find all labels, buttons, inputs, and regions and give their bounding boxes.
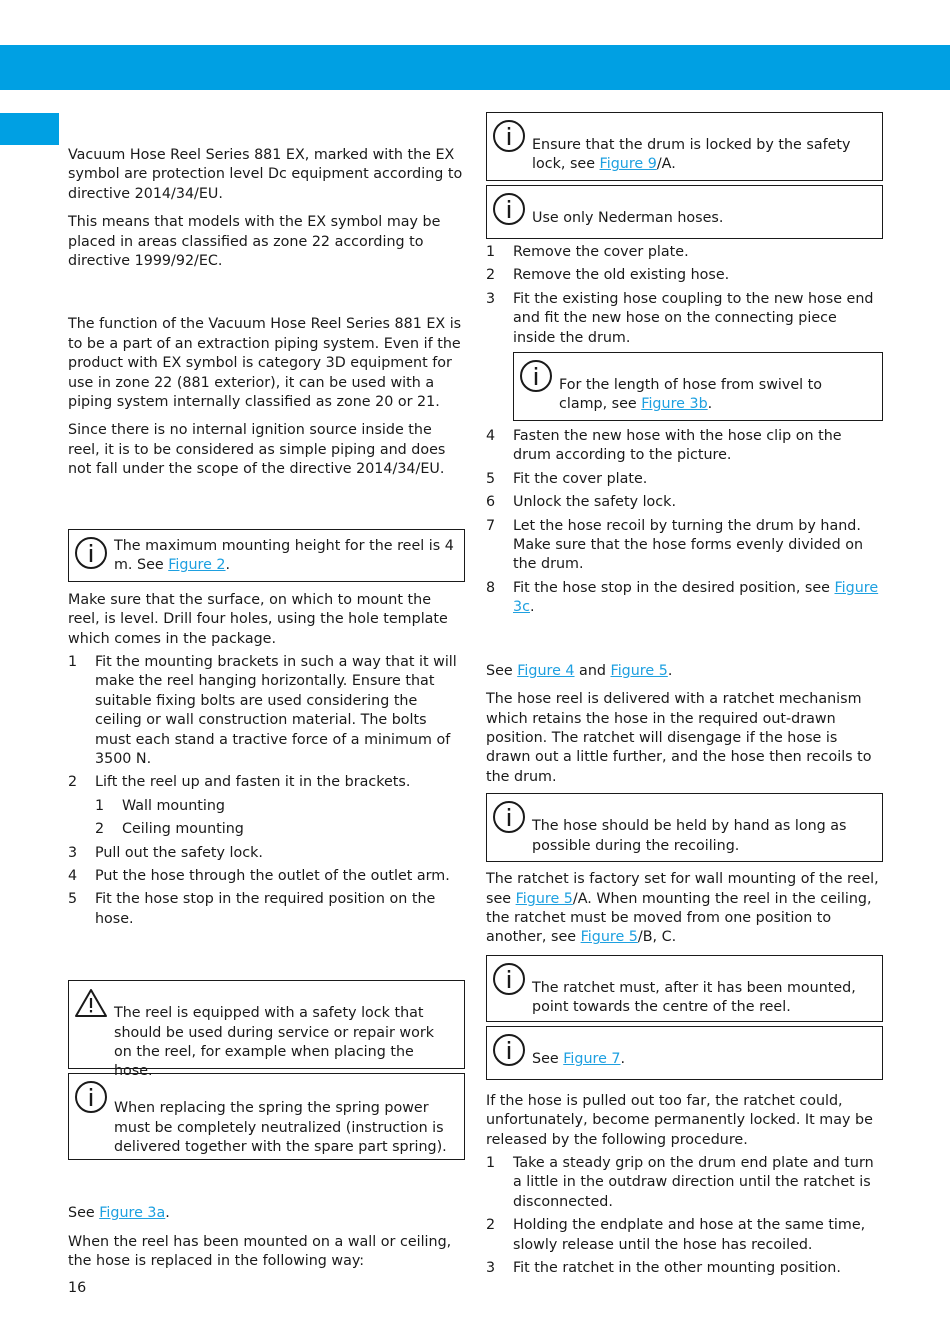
- note-text: The ratchet must, after it has been mounted, point towards the centre of the reel.: [532, 979, 856, 1016]
- step-text: Lift the reel up and fasten it in the brackets.: [95, 774, 411, 791]
- step-number: 2: [486, 1217, 496, 1234]
- step-text: Let the hose recoil by turning the drum by hand. Make sure that the hose forms evenly divided on the drum.: [513, 517, 864, 573]
- list-item: [486, 579, 883, 618]
- figure-3b-link[interactable]: Figure 3b: [641, 396, 708, 413]
- ratchet-release-steps: [486, 1154, 883, 1278]
- step-text: Holding the endplate and hose at the same time, slowly release until the hose has recoiled.: [513, 1217, 866, 1253]
- para-text: /A. When mounting the reel in the ceiling, the ratchet must be moved from one position to another, see: [486, 890, 872, 946]
- step-text: Fit the existing hose coupling to the new hose end and fit the new hose on the connecting piece inside the drum.: [513, 290, 874, 346]
- note-text: See: [532, 1050, 564, 1067]
- info-note: [486, 1026, 883, 1080]
- step-number: 3: [68, 844, 78, 861]
- figure-4-link[interactable]: Figure 4: [517, 662, 575, 679]
- step-text: Fasten the new hose with the hose clip on the drum according to the picture.: [513, 428, 842, 464]
- note-text: When replacing the spring the spring power must be completely neutralized (instruction is delivered together with the spare part spring).: [114, 1100, 447, 1155]
- info-icon: [74, 1080, 108, 1114]
- list-item: [486, 470, 883, 489]
- info-icon: [492, 119, 526, 153]
- list-item: [486, 493, 883, 512]
- warning-icon: [74, 987, 108, 1021]
- step-number: 1: [486, 1154, 496, 1171]
- step-text: Pull out the safety lock.: [95, 844, 263, 861]
- substep-text: Ceiling mounting: [122, 821, 244, 838]
- figure-5-link[interactable]: Figure 5: [515, 890, 573, 907]
- paragraph: Make sure that the surface, on which to mount the reel, is level. Drill four holes, using the hole template which comes in the package.: [68, 591, 448, 647]
- see-text-end: .: [165, 1205, 170, 1222]
- figure-9-link[interactable]: Figure 9: [599, 156, 657, 173]
- figure-5-link[interactable]: Figure 5: [580, 929, 638, 946]
- para-text: The ratchet is factory set for wall mounting of the reel, see: [486, 871, 879, 907]
- step-text: Fit the cover plate.: [513, 470, 648, 487]
- see-text: See: [486, 662, 518, 679]
- step-number: 4: [68, 867, 78, 884]
- note-text-end: .: [225, 557, 231, 574]
- step-number: 2: [68, 774, 78, 791]
- paragraph: The hose reel is delivered with a ratchet mechanism which retains the hose in the required out-drawn position. The ratchet will disengage if the hose is drawn out a little further, and the hose then recoils to the drum.: [486, 691, 872, 785]
- figure-2-link[interactable]: Figure 2: [168, 557, 226, 574]
- see-text-end: .: [667, 662, 673, 679]
- step-number: 6: [486, 494, 496, 511]
- paragraph: Vacuum Hose Reel Series 881 EX, marked with the EX symbol are protection level Dc equipment according to directive 2014/34/EU.: [68, 147, 463, 202]
- paragraph: [486, 870, 883, 948]
- info-note: [486, 185, 883, 239]
- warning-note: [68, 980, 465, 1080]
- note-text: Use only Nederman hoses.: [532, 210, 724, 226]
- paragraph: Since there is no internal ignition source inside the reel, it is to be considered as simple piping and does not fall under the scope of the directive 2014/34/EU.: [68, 422, 446, 478]
- para-text: /B, C.: [637, 929, 677, 946]
- see-text: See: [68, 1205, 100, 1222]
- step-number: 4: [486, 428, 496, 445]
- list-item: [68, 653, 465, 769]
- substep-text: Wall mounting: [122, 797, 225, 814]
- page-number: 16: [68, 1280, 87, 1296]
- section-tab: [0, 113, 59, 145]
- see-text-mid: and: [574, 662, 611, 679]
- step-number: 1: [68, 653, 78, 670]
- step-number: 8: [486, 579, 496, 596]
- note-text-end: .: [620, 1050, 626, 1067]
- list-item: [68, 773, 465, 839]
- list-item: [95, 820, 465, 839]
- list-item: [486, 517, 883, 575]
- list-item: [486, 1259, 883, 1278]
- header-bar: [0, 45, 950, 90]
- step-number: 2: [486, 267, 496, 284]
- info-icon: [492, 192, 526, 226]
- note-text: The hose should be held by hand as long as possible during the recoiling.: [532, 818, 847, 854]
- hose-replace-steps-cont: [486, 427, 883, 618]
- list-item: [486, 427, 883, 466]
- step-number: 5: [486, 470, 496, 487]
- note-text-end: .: [707, 396, 713, 413]
- list-item: [68, 867, 465, 886]
- step-text: Fit the mounting brackets in such a way that it will make the reel hanging horizontally. Ensure that suitable fixing bolts are used considering the ceiling or wall construction material. The bolts must each stand a tractive force of a minimum of 3500 N.: [95, 653, 457, 767]
- paragraph: The function of the Vacuum Hose Reel Series 881 EX is to be a part of an extraction piping system. Even if the product with EX symbol is category 3D equipment for use in zone 22 (881 exterior), it can be used with a piping system internally classified as zone 20 or 21.: [68, 316, 462, 411]
- step-number: 3: [486, 290, 496, 307]
- list-item: [95, 797, 465, 816]
- info-note: [513, 352, 883, 421]
- info-icon: [519, 359, 553, 393]
- figure-3a-link[interactable]: Figure 3a: [99, 1205, 166, 1222]
- step-number: 7: [486, 517, 496, 534]
- info-icon: [492, 1033, 526, 1067]
- step-text: Take a steady grip on the drum end plate and turn a little in the outdraw direction until the ratchet is disconnected.: [513, 1154, 874, 1210]
- step-text: Fit the ratchet in the other mounting position.: [513, 1260, 841, 1276]
- step-text: Put the hose through the outlet of the outlet arm.: [95, 867, 450, 884]
- note-text: For the length of hose from swivel to clamp, see: [559, 377, 822, 413]
- info-note: [486, 112, 883, 181]
- mounting-steps: [68, 653, 465, 929]
- step-number: 5: [68, 891, 78, 908]
- see-figures: [486, 662, 883, 681]
- list-item: [486, 1154, 883, 1212]
- note-text: Ensure that the drum is locked by the safety lock, see: [532, 137, 851, 173]
- info-icon: [492, 962, 526, 996]
- step-text: Remove the old existing hose.: [513, 267, 730, 284]
- see-figure-3a: [68, 1204, 465, 1223]
- figure-7-link[interactable]: Figure 7: [563, 1050, 621, 1067]
- list-item: [486, 1216, 883, 1255]
- figure-5-link[interactable]: Figure 5: [610, 662, 668, 679]
- list-item: [68, 844, 465, 863]
- step-text: Unlock the safety lock.: [513, 494, 676, 511]
- figure-3c-link[interactable]: Figure 3c: [513, 579, 879, 616]
- paragraph: This means that models with the EX symbol may be placed in areas classified as zone 22 according to directive 1999/92/EC.: [68, 214, 441, 270]
- left-column: [68, 146, 465, 1280]
- info-note: [68, 529, 465, 582]
- list-item: [68, 890, 465, 929]
- list-item: [486, 266, 883, 285]
- info-icon: [74, 536, 108, 570]
- note-text: The maximum mounting height for the reel is 4 m. See: [114, 537, 454, 574]
- right-column: [486, 112, 883, 1282]
- substeps: [95, 797, 465, 840]
- note-text-end: /A.: [656, 156, 676, 173]
- step-text: Remove the cover plate.: [513, 244, 689, 260]
- hose-replace-steps: [486, 243, 883, 348]
- step-text-end: .: [529, 599, 535, 616]
- info-icon: [492, 800, 526, 834]
- paragraph: If the hose is pulled out too far, the ratchet could, unfortunately, become permanently locked. It may be released by the following procedure.: [486, 1092, 873, 1148]
- substep-number: 1: [95, 797, 105, 814]
- list-item: [486, 243, 883, 262]
- substep-number: 2: [95, 821, 105, 838]
- step-number: 1: [486, 244, 496, 260]
- info-note: [486, 793, 883, 862]
- step-number: 3: [486, 1260, 496, 1276]
- step-text: Fit the hose stop in the desired position, see: [513, 579, 835, 596]
- info-note: [486, 955, 883, 1022]
- paragraph: When the reel has been mounted on a wall or ceiling, the hose is replaced in the following way:: [68, 1233, 452, 1269]
- info-note: [68, 1073, 465, 1160]
- step-text: Fit the hose stop in the required position on the hose.: [95, 891, 436, 927]
- list-item: [486, 290, 883, 348]
- note-text: The reel is equipped with a safety lock that should be used during service or repair work on the reel, for example when placing the hose.: [114, 1005, 435, 1080]
